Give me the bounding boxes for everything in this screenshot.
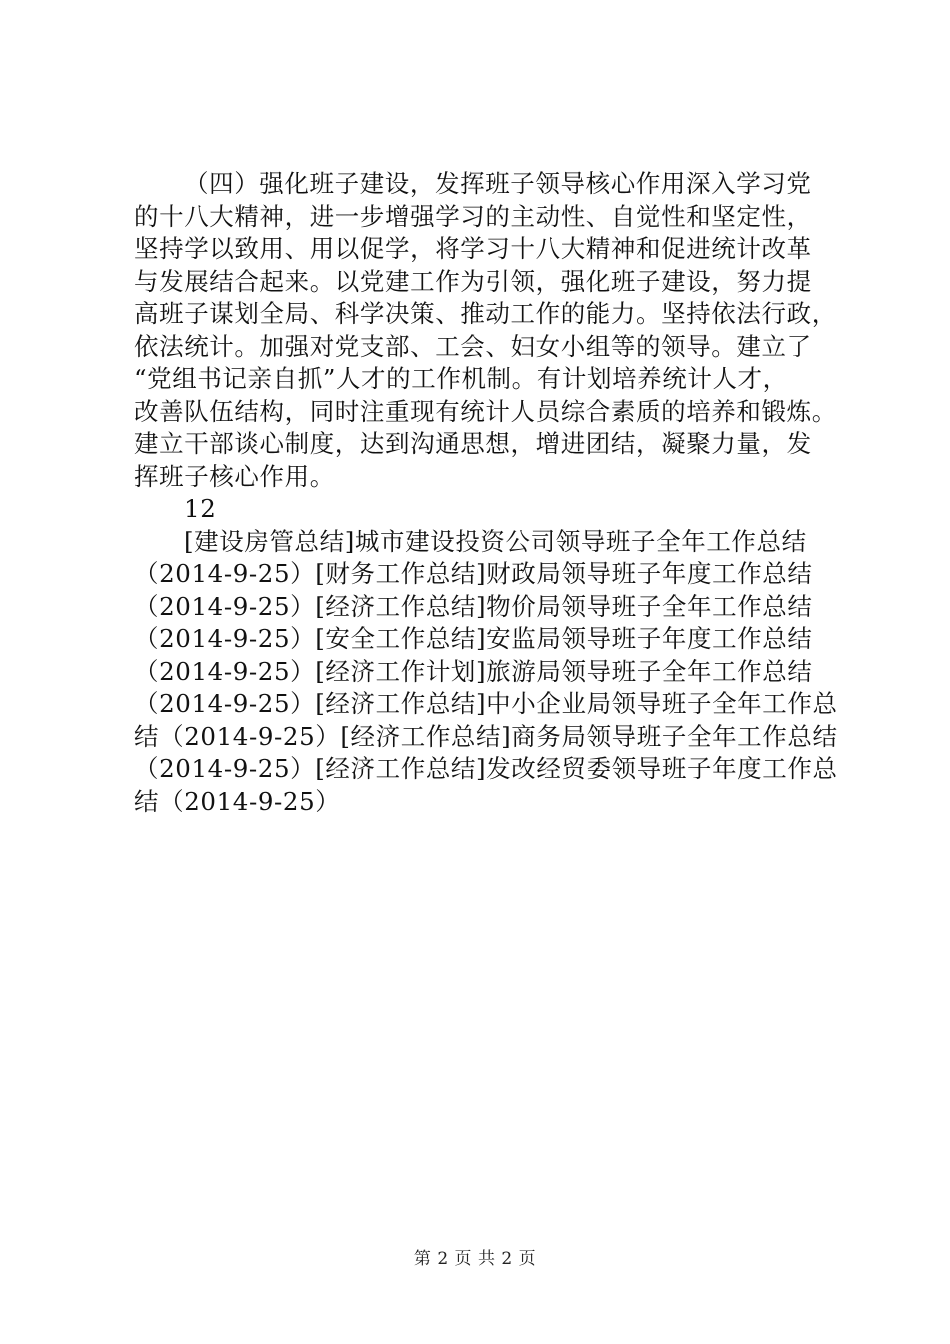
paragraph-1 (134, 168, 854, 493)
page-footer (0, 1244, 950, 1269)
paragraph-line: （2014-9-25）[安全工作总结]安监局领导班子年度工作总结 (134, 624, 813, 653)
page-number-label: 第 2 页 共 2 页 (413, 1249, 537, 1269)
paragraph-line: “党组书记亲自抓”人才的工作机制。有计划培养统计人才， (134, 364, 788, 393)
paragraph-line: 结（2014-9-25） (134, 786, 341, 816)
paragraph-line: 建立干部谈心制度，达到沟通思想，增进团结，凝聚力量，发 (134, 429, 812, 458)
paragraph-line: （2014-9-25）[经济工作总结]中小企业局领导班子全年工作总 (134, 689, 838, 718)
paragraph-2 (134, 526, 854, 819)
paragraph-line: 高班子谋划全局、科学决策、推动工作的能力。坚持依法行政， (134, 299, 837, 328)
paragraph-line: 依法统计。加强对党支部、工会、妇女小组等的领导。建立了 (134, 331, 812, 361)
section-number: 12 (184, 494, 217, 523)
paragraph-line: （四）强化班子建设，发挥班子领导核心作用深入学习党 (184, 169, 812, 198)
paragraph-line: 挥班子核心作用。 (134, 461, 335, 491)
paragraph-line: （2014-9-25）[经济工作计划]旅游局领导班子全年工作总结 (134, 656, 813, 686)
paragraph-line: 坚持学以致用、用以促学，将学习十八大精神和促进统计改革 (134, 234, 812, 263)
paragraph-line: （2014-9-25）[经济工作总结]发改经贸委领导班子年度工作总 (134, 754, 838, 783)
paragraph-line: （2014-9-25）[经济工作总结]物价局领导班子全年工作总结 (134, 591, 813, 621)
paragraph-line: 与发展结合起来。以党建工作为引领，强化班子建设，努力提 (134, 266, 812, 296)
paragraph-line: [建设房管总结]城市建设投资公司领导班子全年工作总结 (184, 526, 807, 556)
document-body (134, 168, 854, 818)
paragraph-line: 改善队伍结构，同时注重现有统计人员综合素质的培养和锻炼。 (134, 396, 837, 426)
paragraph-line: （2014-9-25）[财务工作总结]财政局领导班子年度工作总结 (134, 559, 813, 588)
paragraph-line: 的十八大精神，进一步增强学习的主动性、自觉性和坚定性， (134, 201, 812, 231)
paragraph-line: 结（2014-9-25）[经济工作总结]商务局领导班子全年工作总结 (134, 721, 838, 751)
